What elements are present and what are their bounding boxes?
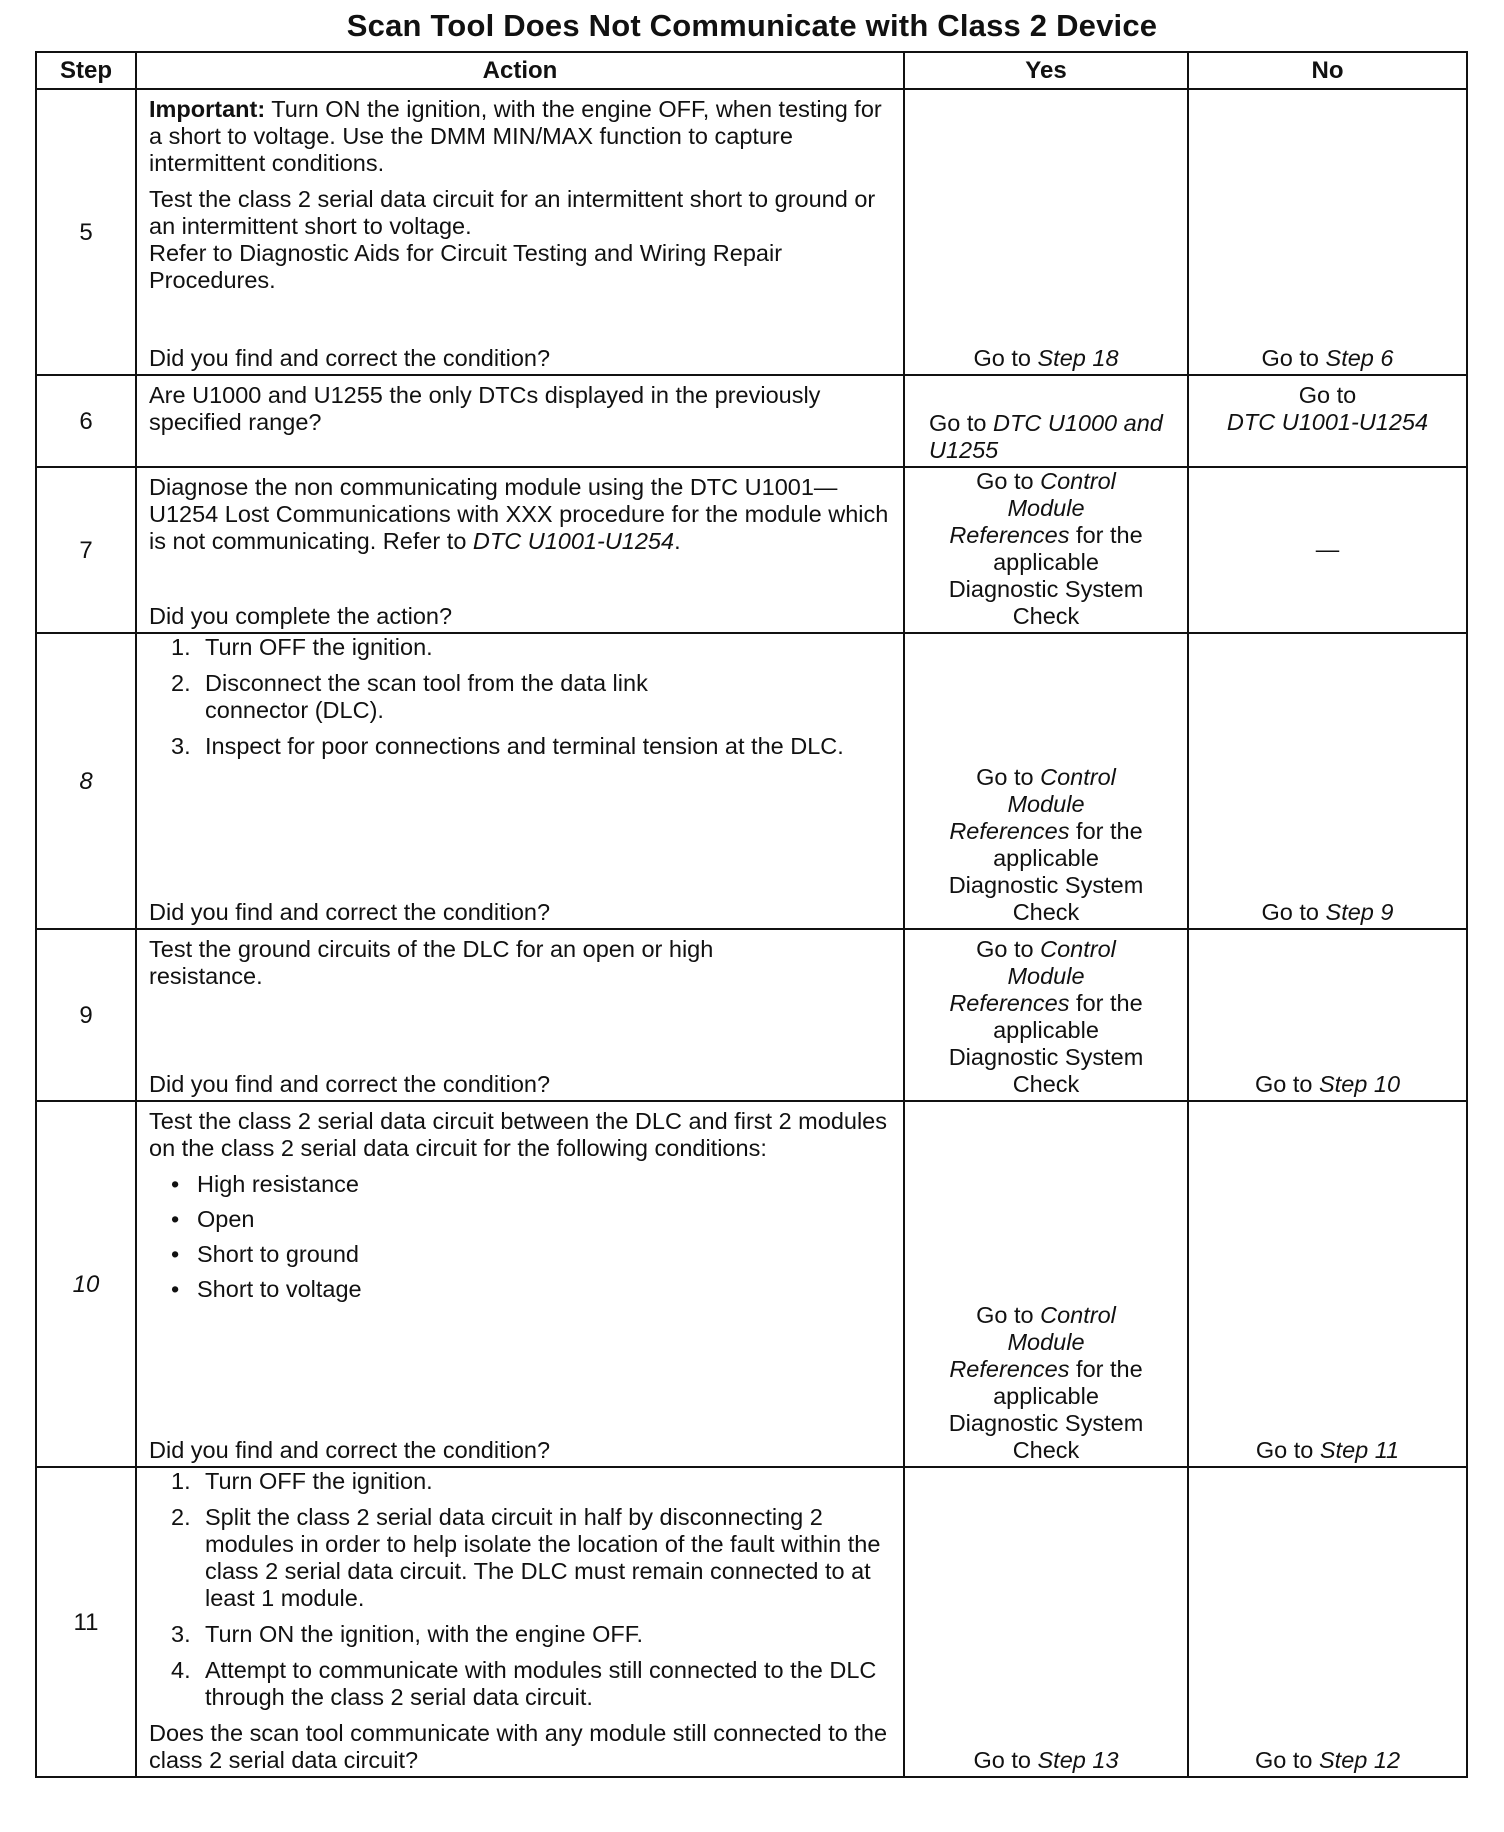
yes-cell: Go to Control Module References for the applicable Diagnostic System Check	[904, 467, 1188, 633]
no-cell: Go to DTC U1001-U1254	[1188, 375, 1467, 467]
yes-cell: Go to Control Module References for the applicable Diagnostic System Check	[904, 633, 1188, 929]
no-cell: Go to Step 11	[1188, 1101, 1467, 1467]
diagnostic-table	[35, 51, 1468, 1778]
no-cell: Go to Step 12	[1188, 1467, 1467, 1777]
condition-list	[149, 1171, 889, 1303]
action-cell	[136, 929, 904, 1101]
table-row	[36, 375, 1467, 467]
page-title: Scan Tool Does Not Communicate with Class 2 Device	[346, 8, 1158, 43]
action-steps	[149, 634, 889, 760]
action-question: Does the scan tool communicate with any module still connected to the class 2 serial data circuit?	[149, 1720, 888, 1773]
table-row	[36, 633, 1467, 929]
action-cell	[136, 1467, 904, 1777]
list-item: • High resistance	[171, 1171, 359, 1197]
yes-cell: Go to DTC U1000 and U1255	[904, 375, 1188, 467]
no-cell: Go to Step 9	[1188, 633, 1467, 929]
action-question: Did you find and correct the condition?	[149, 345, 551, 371]
action-text: Test the ground circuits of the DLC for an open or high resistance.	[149, 936, 714, 989]
yes-link[interactable]: Step 13	[1037, 1747, 1119, 1773]
step-number: 7	[36, 467, 136, 633]
yes-link[interactable]: DTC U1000 and U1255	[929, 410, 1163, 463]
action-cell	[136, 633, 904, 929]
action-cell	[136, 1101, 904, 1467]
list-item: • Short to ground	[171, 1241, 359, 1267]
action-question: Did you find and correct the condition?	[149, 1071, 551, 1097]
no-cell: —	[1188, 467, 1467, 633]
important-label: Important:	[149, 96, 266, 122]
list-item: 2. Split the class 2 serial data circuit in half by disconnecting 2 modules in order to help isolate the location of the fault within the class 2 serial data circuit. The DLC must remain connected to at least 1 module.	[171, 1504, 881, 1611]
action-question: Did you complete the action?	[149, 603, 453, 629]
no-link[interactable]: DTC U1001-U1254	[1226, 409, 1429, 435]
no-link[interactable]: Step 9	[1325, 899, 1394, 925]
action-link[interactable]: DTC U1001-U1254	[472, 528, 675, 554]
header-action: Action	[136, 52, 904, 89]
table-row	[36, 1101, 1467, 1467]
action-cell	[136, 467, 904, 633]
list-item: • Open	[171, 1206, 255, 1232]
step-number: 8	[36, 633, 136, 929]
yes-cell: Go to Step 18	[904, 89, 1188, 375]
action-cell	[136, 375, 904, 467]
table-row	[36, 89, 1467, 375]
yes-cell: Go to Step 13	[904, 1467, 1188, 1777]
list-item: 4. Attempt to communicate with modules still connected to the DLC through the class 2 serial data circuit.	[171, 1657, 877, 1710]
table-header-row	[36, 52, 1467, 89]
step-number: 11	[36, 1467, 136, 1777]
list-item: 3. Inspect for poor connections and terminal tension at the DLC.	[171, 733, 844, 759]
action-text: Test the class 2 serial data circuit for an intermittent short to ground or an intermittent short to voltage.	[149, 186, 876, 239]
step-number: 6	[36, 375, 136, 467]
list-item: • Short to voltage	[171, 1276, 362, 1302]
action-question: Did you find and correct the condition?	[149, 899, 551, 925]
no-cell: Go to Step 10	[1188, 929, 1467, 1101]
step-number: 9	[36, 929, 136, 1101]
yes-link[interactable]: Control Module References	[949, 764, 1116, 844]
no-link[interactable]: Step 11	[1319, 1437, 1400, 1463]
step-number: 5	[36, 89, 136, 375]
action-text: Refer to Diagnostic Aids for Circuit Testing and Wiring Repair Procedures.	[149, 240, 783, 293]
action-text: Diagnose the non communicating module using the DTC U1001—U1254 Lost Communications with XXX procedure for the module which is not communicating. Refer to DTC U1001-U1254.	[149, 474, 889, 554]
no-link[interactable]: Step 12	[1319, 1747, 1401, 1773]
action-text: Are U1000 and U1255 the only DTCs displayed in the previously specified range?	[149, 382, 821, 435]
action-steps	[149, 1468, 889, 1711]
header-no: No	[1188, 52, 1467, 89]
table-row	[36, 929, 1467, 1101]
action-question: Did you find and correct the condition?	[149, 1437, 551, 1463]
list-item: 3. Turn ON the ignition, with the engine OFF.	[171, 1621, 644, 1647]
yes-link[interactable]: Control Module References	[949, 468, 1116, 548]
table-row	[36, 1467, 1467, 1777]
header-step: Step	[36, 52, 136, 89]
list-item: 2. Disconnect the scan tool from the data link connector (DLC).	[171, 670, 648, 723]
list-item: 1. Turn OFF the ignition.	[171, 1468, 433, 1494]
table-row	[36, 467, 1467, 633]
header-yes: Yes	[904, 52, 1188, 89]
yes-link[interactable]: Control Module References	[949, 936, 1116, 1016]
no-link[interactable]: Step 6	[1325, 345, 1394, 371]
yes-cell: Go to Control Module References for the applicable Diagnostic System Check	[904, 929, 1188, 1101]
no-link[interactable]: Step 10	[1319, 1071, 1401, 1097]
yes-link[interactable]: Step 18	[1037, 345, 1119, 371]
important-note	[149, 96, 889, 177]
step-number: 10	[36, 1101, 136, 1467]
action-text: Test the class 2 serial data circuit between the DLC and first 2 modules on the class 2 serial data circuit for the following conditions:	[149, 1108, 888, 1161]
no-cell: Go to Step 6	[1188, 89, 1467, 375]
action-cell	[136, 89, 904, 375]
list-item: 1. Turn OFF the ignition.	[171, 634, 433, 660]
yes-cell: Go to Control Module References for the applicable Diagnostic System Check	[904, 1101, 1188, 1467]
yes-link[interactable]: Control Module References	[949, 1302, 1116, 1382]
important-text: Turn ON the ignition, with the engine OFF, when testing for a short to voltage. Use the DMM MIN/MAX function to capture intermittent conditions.	[149, 96, 882, 176]
